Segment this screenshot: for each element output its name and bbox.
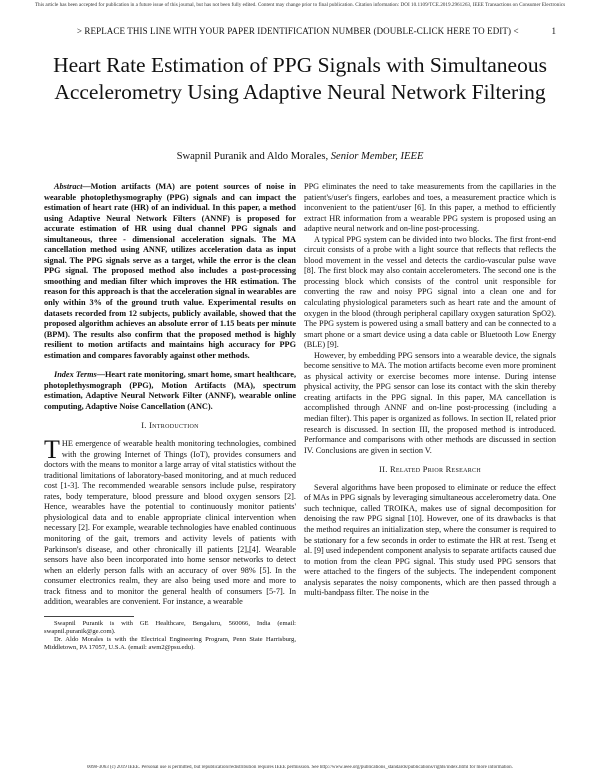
body-paragraph: PPG eliminates the need to take measurements from the capillaries in the patient's/user's fingers, earlobes and toes, a measurement practice which is inconvenient to the patient/user [6]. In this paper, a method to efficiently extract HR information from a wearable PPG system is proposed using an adaptive neural network and on-line post-processing. [304, 182, 556, 234]
section-number: II. [379, 465, 388, 475]
intro-paragraph [44, 435, 296, 608]
index-terms-lead: Index Terms [54, 370, 97, 380]
footnote-author-2: Dr. Aldo Morales is with the Electrical Engineering Program, Penn State Harrisburg, Middletown, PA 17057, U.S.A. (email: awm2@psu.edu). [44, 635, 296, 652]
drop-cap: T [44, 435, 60, 465]
footnote-divider [44, 616, 134, 617]
paper-title: Heart Rate Estimation of PPG Signals with Simultaneous Accelerometry Using Adaptive Neural Network Filtering [53, 53, 547, 104]
footnote-author-1: Swapnil Puranik is with GE Healthcare, Bengaluru, 560066, India (email: swapnil.puranik@ge.com). [44, 619, 296, 635]
body-paragraph: Several algorithms have been proposed to eliminate or reduce the effect of MAs in PPG signals by leveraging simultaneous accelerometry data. One such technique, called TROIKA, makes use of signal decomposition for denoising the raw PPG signal [10]. However, one of its drawbacks is that the method requires an initialization step, where the consumer is required to be stationary for a few seconds in order to estimate the HR at rest. Tseng et al. [9] used independent component analysis to separate artifacts caused due to motion from the clean PPG signal. This study used PPG sensors that were attached to the fingers of the subjects. The independent component analysis separates the noisy components, which are then passed through a multi-bandpass filter. The noise in the [304, 482, 556, 598]
copyright-notice: 0098-3063 (c) 2019 IEEE. Personal use is permitted, but republication/redistribution requires IEEE permission. See http://www.ieee.org/publications_standards/publications/rights/index.html for more information. [87, 765, 513, 770]
abstract-text: —Motion artifacts (MA) are potent sources of noise in wearable photoplethysmography (PPG) signals and can impact the estimation of heart rate (HR) of an individual. In this paper, a method using Adaptive Neural Network Filters (ANNF) is proposed for accurate estimation of HR using dual channel PPG signals and simultaneous, three - dimensional acceleration signals. The MA cancellation method using ANNF, utilizes acceleration data as input signal. The PPG signals serve as a target, while the error is the clean PPG signal. The proposed method also includes a post-processing smoothing and median filter which improves the HR estimation. The reason for this approach is that the acceleration signal in wearables are only within 3% of the ground truth value. Experimental results on datasets recorded from 12 subjects, publicly available, showed that the proposed algorithm achieves an absolute error of 1.15 beats per minute (BPM). The results also confirm that the proposed method is highly resilient to motion artifacts and maintains high accuracy for PPG estimation and compares favorably against other methods. [44, 182, 296, 360]
publication-notice: This article has been accepted for publication in a future issue of this journal, but has not been fully edited. Content may change prior to final publication. Citation information: DOI 10.1109/TCE.2019.2961263, IEEE Transactions on Consumer Electronics [34, 2, 566, 8]
section-title: Related Prior Research [390, 465, 481, 475]
author-membership: Senior Member, IEEE [330, 151, 424, 162]
abstract-lead: Abstract [54, 182, 83, 191]
abstract [44, 182, 296, 361]
header-text: > REPLACE THIS LINE WITH YOUR PAPER IDENTIFICATION NUMBER (DOUBLE-CLICK HERE TO EDIT) < [76, 26, 519, 36]
running-header [44, 26, 556, 36]
index-terms [44, 370, 296, 412]
left-column [44, 182, 296, 652]
page-number: 1 [551, 26, 556, 36]
section-heading-introduction [44, 421, 296, 432]
body-paragraph: However, by embedding PPG sensors into a wearable device, the signals become sensitive to MA. The motion artifacts become even more prominent as physical activity or exercise becomes more intense. During intense physical activity, the PPG sensor can lose its contact with the skin thereby creating artifacts in the PPG signal. In this paper, MA cancellation is accomplished through ANNF and on-line post-processing (including a median filter). This paper is organized as follows. In section II, related prior research is discussed. In section III, the proposed method is introduced. Performance and comparisons with other methods are discussed in section IV. Conclusions are given in section V. [304, 350, 556, 455]
body-paragraph: A typical PPG system can be divided into two blocks. The first front-end circuit consists of a probe with a light source that reflects that reflects the blood movement in the vessel and detects the cardio-vascular pulse wave [8]. The first block may also contain accelerometers. The second one is the processing block which consists of the control unit responsible for converting the raw and noisy PPG signal into a clean one and for calculating physiological parameters such as heart rate and the amount of oxygen in the blood (through peripheral capillary oxygen saturation SpO2). The PPG system is powered using a small battery and can be connected to a smart phone or a smart device using a data cable or Bluetooth Low Energy (BLE) [9]. [304, 234, 556, 350]
index-terms-text: —Heart rate monitoring, smart home, smart healthcare, photoplethysmograph (PPG), Motion Artifacts (MA), spectrum estimation, Adaptive Neural Network Filter (ANNF), wearable online computing, Adaptive Noise Cancellation (ANC). [44, 370, 297, 411]
section-number: I. [141, 421, 147, 431]
right-column [304, 182, 556, 599]
intro-text: HE emergence of wearable health monitoring technologies, combined with the growing Internet of Things (IoT), provides consumers and doctors with the means to monitor a large array of vital statistics without the traditional limitations of laboratory-based monitoring, and at much reduced cost [1-3]. The recommended wearable sensors include pulse, respiratory rates, body temperature, blood pressure and blood oxygen sensors [2]. Hence, wearables have the potential to continuously monitor patients' physiological data and to enable appropriate clinical intervention when necessary [2]. For example, wearable technologies have enabled continuous monitoring of the gait, tremors and activity levels of patients with Parkinson's disease, and other chronically ill patients [2],[4]. Wearable sensors have also been incorporated into home sensor networks to detect when an elderly person falls with an accuracy of over 98% [5]. In the consumer electronics realm, they are also being used more and more to track fitness and to monitor the general health of consumers [5-7]. In addition, wearables are convenient. For instance, a wearable [44, 439, 296, 607]
author-line [40, 151, 560, 162]
section-title: Introduction [149, 421, 199, 431]
author-names: Swapnil Puranik and Aldo Morales, [176, 151, 331, 162]
section-heading-related-research [304, 465, 556, 476]
